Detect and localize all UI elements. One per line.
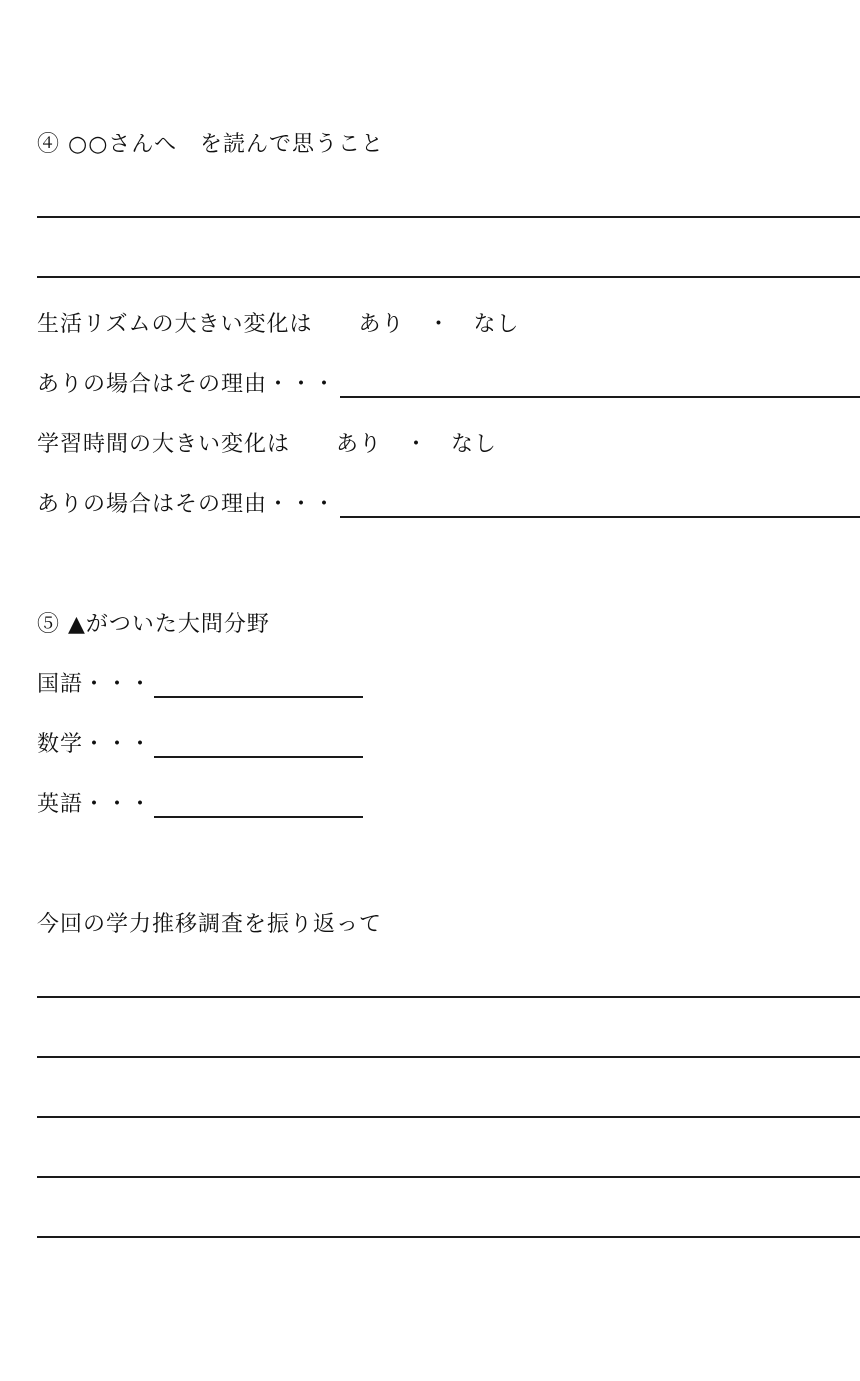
study-question: 学習時間の大きい変化は あり ・ なし	[37, 432, 498, 457]
english-label: 英語・・・	[37, 792, 153, 817]
math-line[interactable]	[154, 756, 363, 758]
study-reason-label: ありの場合はその理由・・・	[37, 492, 337, 517]
section5-heading: ⑤ ▲がついた大問分野	[37, 612, 270, 637]
rhythm-reason-line[interactable]	[340, 396, 860, 398]
answer-line-4-1[interactable]	[37, 216, 860, 218]
section4-heading: ④ ○○さんへ を読んで思うこと	[37, 132, 384, 157]
math-label: 数学・・・	[37, 732, 153, 757]
rhythm-reason-label: ありの場合はその理由・・・	[37, 372, 337, 397]
english-line[interactable]	[154, 816, 363, 818]
reflection-line-5[interactable]	[37, 1236, 860, 1238]
japanese-label: 国語・・・	[37, 672, 153, 697]
reflection-line-3[interactable]	[37, 1116, 860, 1118]
reflection-heading: 今回の学力推移調査を振り返って	[37, 912, 383, 937]
japanese-line[interactable]	[154, 696, 363, 698]
reflection-line-2[interactable]	[37, 1056, 860, 1058]
study-reason-line[interactable]	[340, 516, 860, 518]
rhythm-question: 生活リズムの大きい変化は あり ・ なし	[37, 312, 520, 337]
reflection-line-4[interactable]	[37, 1176, 860, 1178]
answer-line-4-2[interactable]	[37, 276, 860, 278]
reflection-line-1[interactable]	[37, 996, 860, 998]
